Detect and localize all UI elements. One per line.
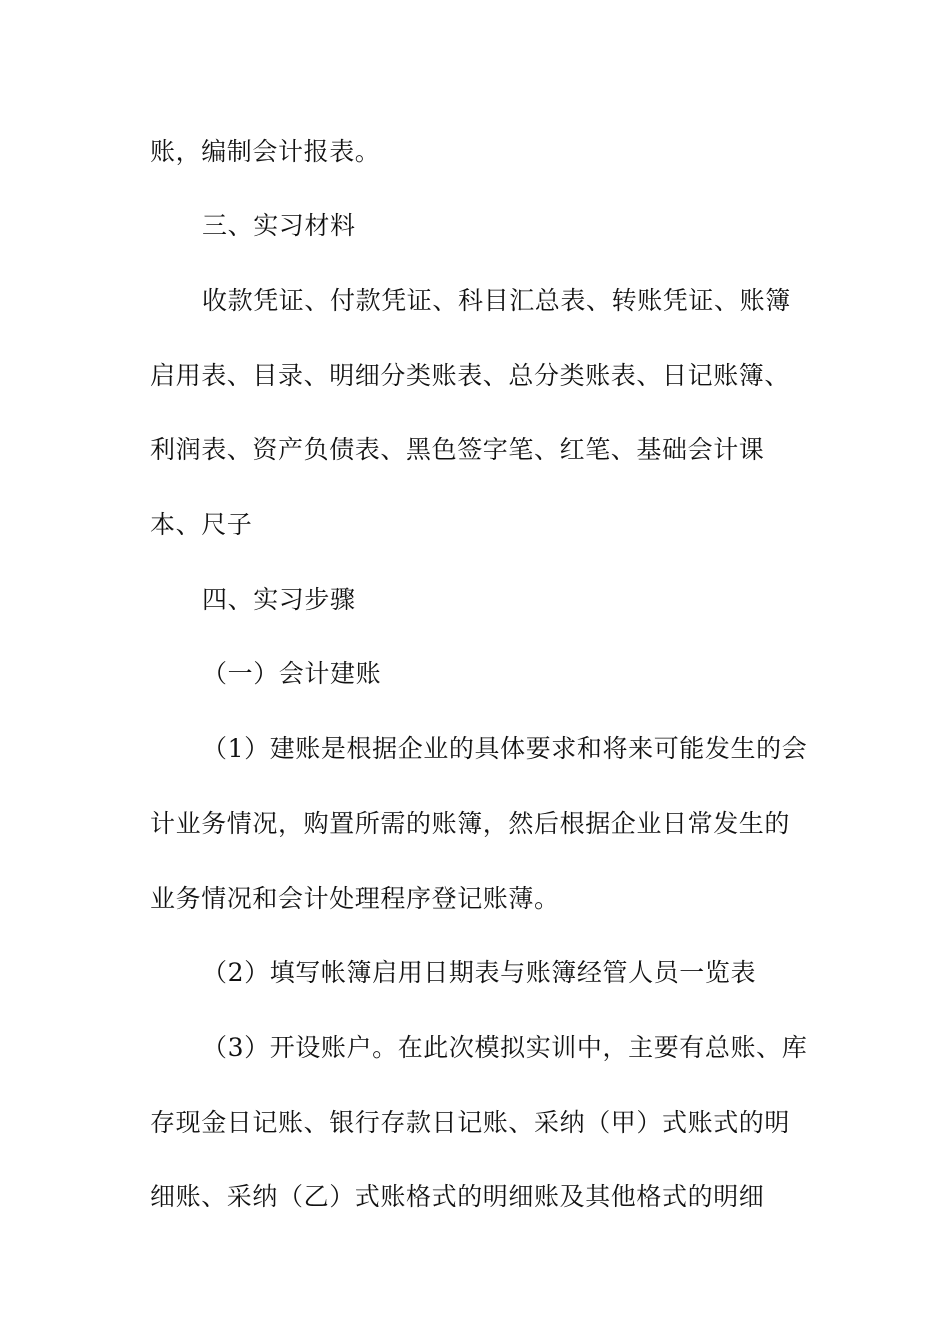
paragraph-line: 业务情况和会计处理程序登记账薄。	[150, 884, 560, 913]
subsection-heading: （一）会计建账	[202, 659, 382, 688]
paragraph-line: 计业务情况，购置所需的账簿，然后根据企业日常发生的	[150, 809, 791, 838]
section-heading: 四、实习步骤	[202, 585, 356, 614]
paragraph-line: （2）填写帐簿启用日期表与账簿经管人员一览表	[202, 958, 757, 987]
paragraph-line: 利润表、资产负债表、黑色签字笔、红笔、基础会计课	[150, 435, 765, 464]
paragraph-line: 启用表、目录、明细分类账表、总分类账表、日记账簿、	[150, 361, 791, 390]
paragraph-line: （1）建账是根据企业的具体要求和将来可能发生的会	[202, 734, 808, 763]
paragraph-line: 细账、采纳（乙）式账格式的明细账及其他格式的明细	[150, 1182, 765, 1211]
section-heading: 三、实习材料	[202, 211, 356, 240]
paragraph-line: 收款凭证、付款凭证、科目汇总表、转账凭证、账簿	[202, 286, 791, 315]
paragraph-line: （3）开设账户。在此次模拟实训中，主要有总账、库	[202, 1033, 808, 1062]
paragraph-line: 账，编制会计报表。	[150, 137, 381, 166]
paragraph-line: 存现金日记账、银行存款日记账、采纳（甲）式账式的明	[150, 1108, 791, 1137]
paragraph-line: 本、尺子	[150, 510, 253, 539]
